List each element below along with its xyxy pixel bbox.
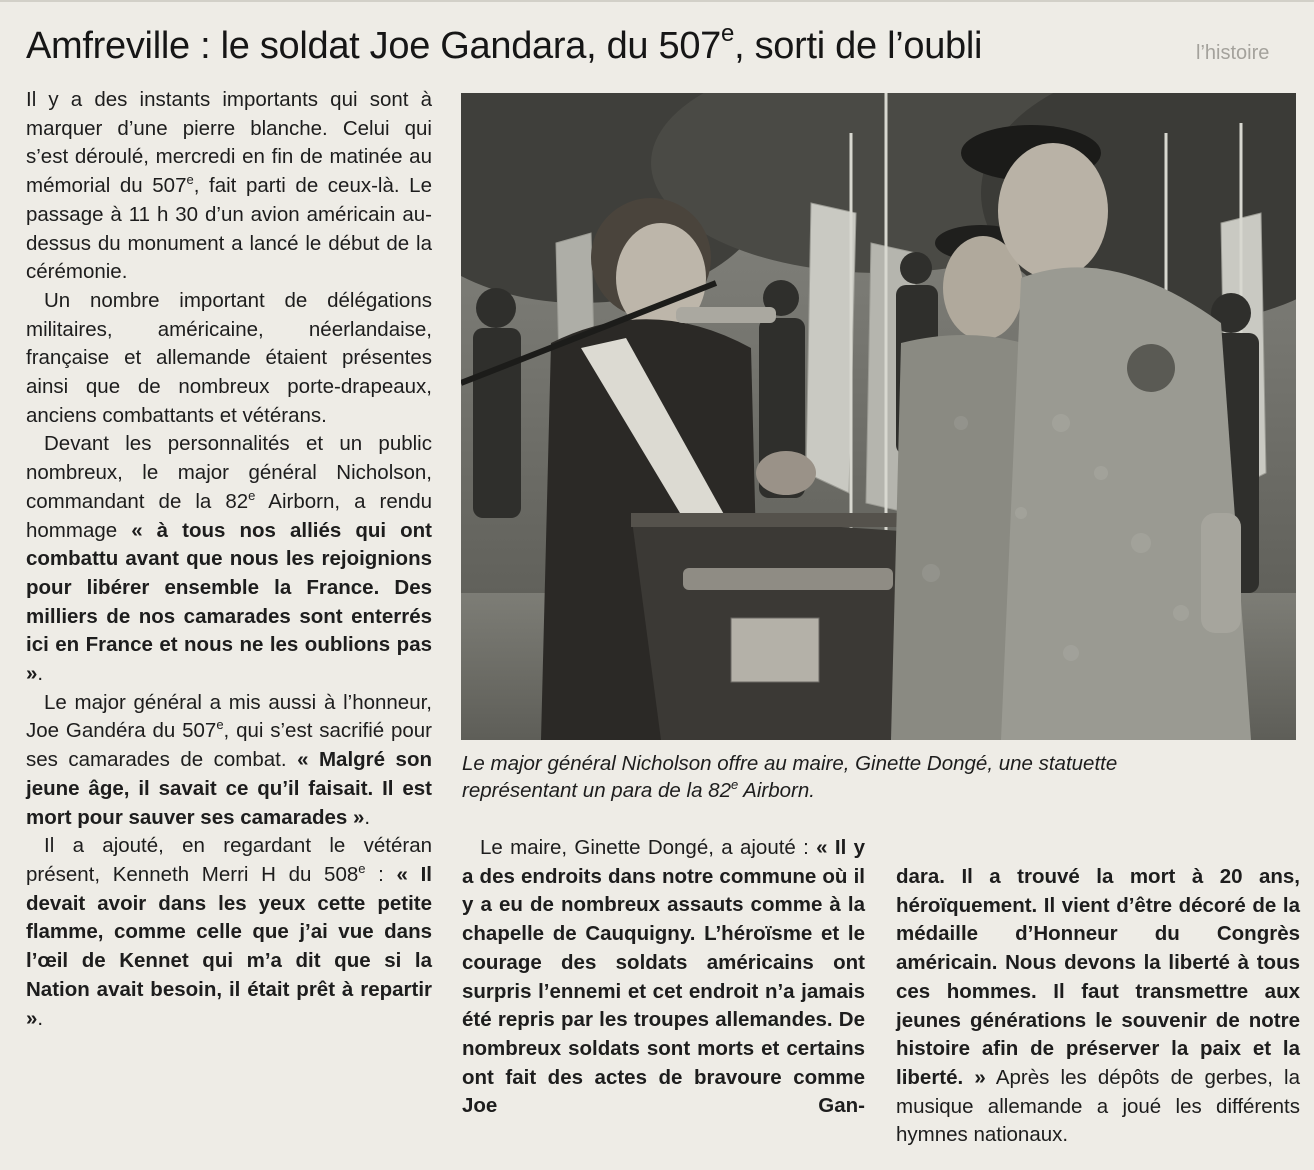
paragraph-nicholson [26, 430, 432, 688]
paragraph-mayor [462, 834, 865, 1121]
photo-caption [462, 750, 1292, 804]
bleed-through-text: l’histoire [1196, 42, 1270, 64]
superscript: e [216, 717, 224, 733]
paragraph-mayor-continued [896, 863, 1300, 1150]
text-run: , fait parti de ceux-là. Le passage à 11 h 30 d’un avion américain au-dessus du monument a lancé le début de la cérémonie. [26, 174, 432, 284]
text-run: Le maire, Ginette Dongé, a ajouté : [480, 836, 817, 859]
paragraph-delegations: Un nombre important de délégations militaires, américaine, néerlandaise, française et allemande étaient présentes ainsi que de nombreux porte-drapeaux, anciens combattants et vétérans. [26, 288, 432, 427]
caption-line-2 [462, 777, 1292, 804]
superscript: e [248, 488, 256, 504]
text-run: . [37, 662, 44, 686]
headline-superscript: e [721, 20, 735, 48]
quote-bold: « Il devait avoir dans les yeux cette petite flamme, comme celle que j’ai vue dans l’œil de Kennet qui m’a dit que si la Nation avait besoin, il était prêt à repartir » [26, 862, 432, 1030]
page-top-edge [0, 0, 1314, 2]
text-run: Airborn, a rendu hommage [26, 489, 432, 542]
text-run: Il y a des instants importants qui sont à marquer d’une pierre blanche. Celui qui s’est déroulé, mercredi en fin de matinée au mémorial du 507 [26, 88, 432, 198]
quote-bold: dara. Il a trouvé la mort à 20 ans, héroïquement. Il vient d’être décoré de la médaille d’Honneur du Congrès américain. Nous devons la liberté à tous ces hommes. Il faut transmettre aux jeunes générations le souvenir de notre histoire afin de préserver la paix et la liberté. » [896, 865, 1300, 1089]
article-column-2 [462, 834, 865, 1121]
text-run: Le major général a mis aussi à l’honneur, Joe Gandéra du 507 [26, 690, 432, 743]
text-run: Il a ajouté, en regardant le vétéran présent, Kenneth Merri H du 508 [26, 834, 432, 886]
superscript: e [358, 861, 366, 877]
headline-text-end: , sorti de l’oubli [734, 25, 983, 67]
quote-bold: « à tous nos alliés qui ont combattu avant que nous les rejoignions pour libérer ensemble la France. Des milliers de nos camarades sont enterrés ici en France et nous ne les oublions pas » [26, 518, 432, 686]
article-column-1 [26, 86, 432, 1033]
quote-bold: « Malgré son jeune âge, il savait ce qu’il faisait. Il est mort pour sauver ses camarades » [26, 748, 432, 829]
text-run: Après les dépôts de gerbes, la musique allemande a joué les différents hymnes nationaux. [896, 1065, 1301, 1147]
article-column-3 [896, 863, 1300, 1150]
text-run: Airborn. [738, 779, 815, 802]
paragraph-intro [26, 86, 432, 287]
caption-line-1: Le major général Nicholson offre au maire, Ginette Dongé, une statuette [462, 752, 1118, 775]
text-run: , qui s’est sacrifié pour ses camarades de combat. [26, 719, 432, 772]
text-run: . [364, 805, 371, 829]
superscript: e [730, 777, 739, 793]
quote-bold: « Il y a des endroits dans notre commune où il y a eu de nombreux assauts comme à la chapelle de Cauquigny. L’héroïsme et le courage des soldats américains ont surpris l’ennemi et cet endroit n’a jamais été repris par les troupes allemandes. De nombreux soldats sont morts et certains ont fait des actes de bravoure comme Joe Gan- [462, 836, 865, 1118]
text-run: représentant un para de la 82 [462, 779, 731, 802]
photo-illustration [461, 93, 1296, 740]
paragraph-veteran [26, 832, 432, 1033]
paragraph-gandera [26, 689, 432, 833]
text-run: . [37, 1006, 44, 1030]
article-headline [26, 22, 1186, 70]
ceremony-photo [461, 93, 1296, 740]
headline-text: Amfreville : le soldat Joe Gandara, du 507 [26, 25, 722, 67]
superscript: e [186, 172, 194, 188]
text-run: : [365, 862, 397, 886]
text-run: Devant les personnalités et un public nombreux, le major général Nicholson, commandant de la 82 [26, 432, 432, 513]
